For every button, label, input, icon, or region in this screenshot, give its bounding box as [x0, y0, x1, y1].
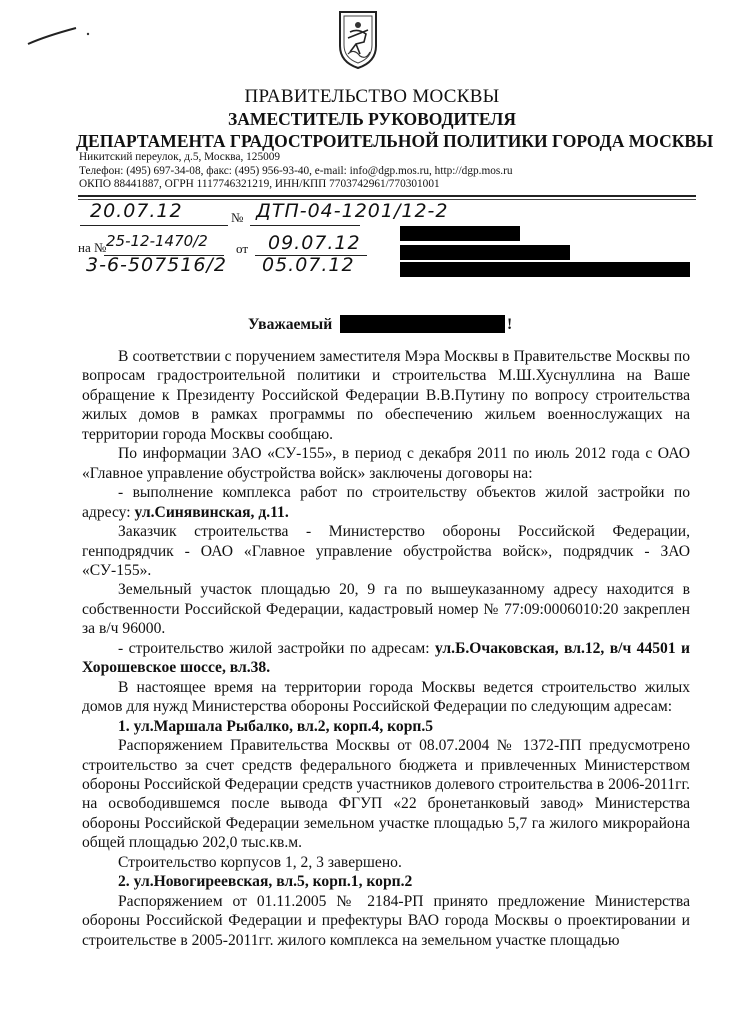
ref-number: 25-12-1470/2 [106, 232, 208, 250]
paragraph-site-2-order: Распоряжением от 01.11.2005 № 2184-РП принято предложение Министерства обороны Российской Федерации и префектуры ВАО города Москвы о проектировании и строительстве в 2005-2011гг. жилого комплекса на земельном участке площадью [82, 892, 690, 949]
contacts: Телефон: (495) 697-34-08, факс: (495) 956-93-40, e-mail: info@dgp.mos.ru, http://dgp.mos.ru [79, 165, 513, 177]
moscow-coat-of-arms-emblem [336, 8, 380, 70]
number-label: № [231, 210, 244, 225]
paragraph-site-1-status: Строительство корпусов 1, 2, 3 завершено. [118, 853, 402, 871]
paragraph-land-plot: Земельный участок площадью 20, 9 га по вышеуказанному адресу находится в собственности Российской Федерации, кадастровый номер № 77:09:0006010:20 закреплен за в/ч 96000. [82, 581, 690, 638]
salutation: Уважаемый [248, 316, 333, 333]
redacted-recipient-line1 [400, 226, 520, 241]
from-label: от [236, 241, 249, 256]
header-divider [78, 195, 696, 197]
ref-number-2: 3-6-507516/2 [86, 254, 227, 276]
outgoing-number: ДТП-04-1201/12-2 [256, 200, 449, 222]
redacted-recipient-line3 [400, 262, 690, 277]
contract-2-address: ул.Б.Очаковская, вл.12, в/ч 44501 и Хорошевское шоссе, вл.38. [82, 639, 690, 677]
sender-title-line2: ДЕПАРТАМЕНТА ГРАДОСТРОИТЕЛЬНОЙ ПОЛИТИКИ ГОРОДА МОСКВЫ [76, 131, 714, 151]
ref-date-2: 05.07.12 [262, 254, 355, 276]
pen-mark [26, 24, 96, 48]
heading-site-1 [82, 717, 690, 736]
paragraph-parties: Заказчик строительства - Министерство обороны Российской Федерации, генподрядчик - ОАО «Главное управление обустройства войск», подрядчик - ЗАО «СУ-155». [82, 523, 690, 579]
redacted-name [340, 315, 505, 333]
site-2-address: 2. ул.Новогиреевская, вл.5, корп.1, корп.2 [118, 873, 413, 891]
ref-label: на № [78, 240, 107, 255]
salutation-exclamation: ! [507, 316, 513, 333]
letter-body [82, 347, 690, 950]
heading-site-2 [82, 872, 690, 891]
ref-date: 09.07.12 [268, 232, 361, 254]
paragraph-su155-info: По информации ЗАО «СУ-155», в период с декабря 2011 по июль 2012 года с ОАО «Главное управление обустройства войск» заключены договоры на: [82, 445, 690, 482]
org-name: ПРАВИТЕЛЬСТВО МОСКВЫ [244, 86, 500, 107]
paragraph-intro: В соответствии с поручением заместителя Мэра Москвы в Правительстве Москвы по вопросам градостроительной политики и строительства М.Ш.Хуснуллина на Ваше обращение к Президенту Российской Федерации В.В.Путину по вопросу строительства жилых домов в рамках программы по обеспечению жильем военнослужащих на территории города Москвы сообщаю. [82, 348, 690, 443]
outgoing-date: 20.07.12 [90, 200, 183, 222]
paragraph-contract-1 [82, 483, 690, 522]
contract-2-text: - строительство жилой застройки по адресам: [118, 639, 436, 657]
redacted-recipient-line2 [400, 245, 570, 260]
address: Никитский переулок, д.5, Москва, 125009 [79, 151, 281, 163]
sender-title-line1: ЗАМЕСТИТЕЛЬ РУКОВОДИТЕЛЯ [228, 109, 516, 129]
date-underline [80, 224, 228, 226]
paragraph-current-construction: В настоящее время на территории города Москвы ведется строительство жилых домов для нужд Министерства обороны Российской Федерации по следующим адресам: [82, 678, 690, 716]
site-1-address: 1. ул.Маршала Рыбалко, вл.2, корп.4, корп.5 [118, 717, 434, 735]
contract-1-text: - выполнение комплекса работ по строительству объектов жилой застройки по адресу: [82, 484, 690, 521]
registry-codes: ОКПО 88441887, ОГРН 1117746321219, ИНН/КПП 7703742961/770301001 [79, 178, 440, 190]
number-underline [250, 224, 360, 226]
contract-1-address: ул.Синявинская, д.11. [134, 503, 289, 521]
paragraph-contract-2 [82, 639, 690, 678]
paragraph-site-1-order: Распоряжением Правительства Москвы от 08.07.2004 № 1372-ПП предусмотрено строительство за счет средств федерального бюджета и привлеченных Министерством обороны Российской Федерации средств участников долевого строительства в 2006-2011гг. на освободившемся после вывода ФГУП «22 бронетанковый завод» Министерства обороны Российской Федерации земельном участке площадью 5,7 га жилого микрорайона общей площадью 202,0 тыс.кв.м. [82, 737, 690, 852]
